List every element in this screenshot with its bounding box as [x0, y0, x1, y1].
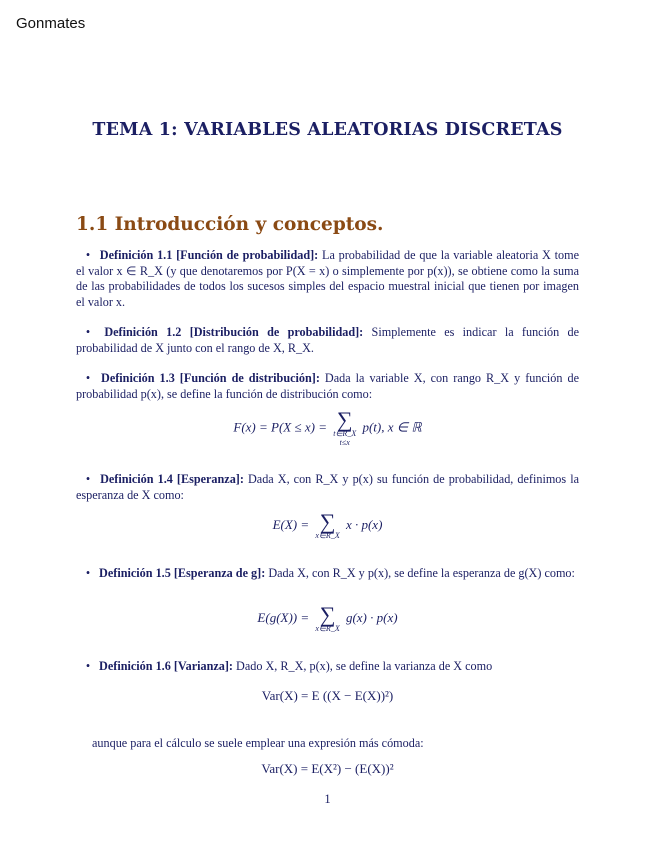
formula-right: g(x) · p(x) — [345, 610, 398, 626]
formula-distribution-function — [0, 407, 655, 447]
summation — [333, 407, 357, 447]
definition-text: Dada X, con R_X y p(x) su función de probabilidad, definimos la esperanza de X como: — [76, 472, 579, 502]
definition-1-1 — [76, 248, 579, 310]
formula-variance-alt: Var(X) = E(X²) − (E(X))² — [261, 761, 394, 776]
formula-right: p(t), x ∈ ℝ — [362, 419, 422, 435]
formula-variance: Var(X) = E ((X − E(X))²) — [261, 688, 394, 703]
summation-subscript: x∈R_X — [315, 531, 340, 540]
brand-label: Gonmates — [16, 15, 86, 32]
definition-lead: Definición 1.3 [Función de distribución]: — [101, 371, 320, 385]
bullet-icon: • — [85, 659, 91, 673]
remark-text: aunque para el cálculo se suele emplear una expresión más cómoda: — [92, 736, 424, 750]
formula-expectation — [0, 509, 655, 541]
definition-1-5 — [76, 566, 579, 582]
definition-1-6 — [76, 659, 579, 675]
bullet-icon: • — [85, 248, 91, 262]
formula-expectation-g — [0, 602, 655, 634]
section-heading: 1.1 Introducción y conceptos. — [76, 214, 384, 235]
definition-text: Dada X, con R_X y p(x), se define la esperanza de g(X) como: — [265, 566, 575, 580]
definition-1-2 — [76, 325, 579, 356]
bullet-icon: • — [85, 371, 91, 385]
formula-right: x · p(x) — [345, 517, 383, 533]
bullet-icon: • — [85, 472, 91, 486]
bullet-icon: • — [85, 566, 91, 580]
definition-text: Dado X, R_X, p(x), se define la varianza de X como — [232, 659, 493, 673]
definition-1-3 — [76, 371, 579, 402]
sigma-icon: ∑ — [336, 407, 353, 432]
definition-lead: Definición 1.6 [Varianza]: — [99, 659, 233, 673]
definition-1-4 — [76, 472, 579, 503]
sigma-icon: ∑ — [319, 509, 336, 534]
formula-left: E(g(X)) = — [257, 610, 310, 626]
summation-subscript: t≤x — [339, 437, 350, 447]
page-number: 1 — [324, 792, 331, 806]
summation — [315, 509, 340, 541]
formula-left: F(x) = P(X ≤ x) = — [233, 419, 327, 435]
definition-lead: Definición 1.5 [Esperanza de g]: — [99, 566, 266, 580]
definition-lead: Definición 1.2 [Distribución de probabilidad]: — [104, 325, 364, 339]
bullet-icon: • — [85, 325, 91, 339]
definition-text: Simplemente es indicar la función de probabilidad de X junto con el rango de X, R_X. — [76, 325, 579, 355]
summation — [315, 602, 340, 634]
document-title: TEMA 1: VARIABLES ALEATORIAS DISCRETAS — [92, 120, 563, 140]
summation-subscript: t∈R_X — [333, 429, 357, 438]
formula-left: E(X) = — [272, 517, 310, 533]
sigma-icon: ∑ — [319, 602, 336, 627]
definition-lead: Definición 1.1 [Función de probabilidad]: — [99, 248, 319, 262]
definition-lead: Definición 1.4 [Esperanza]: — [100, 472, 244, 486]
definition-text: Dada la variable X, con rango R_X y función de probabilidad p(x), se define la función de distribución como: — [76, 371, 579, 401]
summation-subscript: x∈R_X — [315, 624, 340, 633]
definition-text: La probabilidad de que la variable aleatoria X tome el valor x ∈ R_X (y que denotaremos por P(X = x) o simplemente por p(x)), se obtiene como la suma de las probabilidades de todos los sucesos simples del espacio muestral inicial que tienen por imagen el valor x. — [76, 248, 580, 309]
